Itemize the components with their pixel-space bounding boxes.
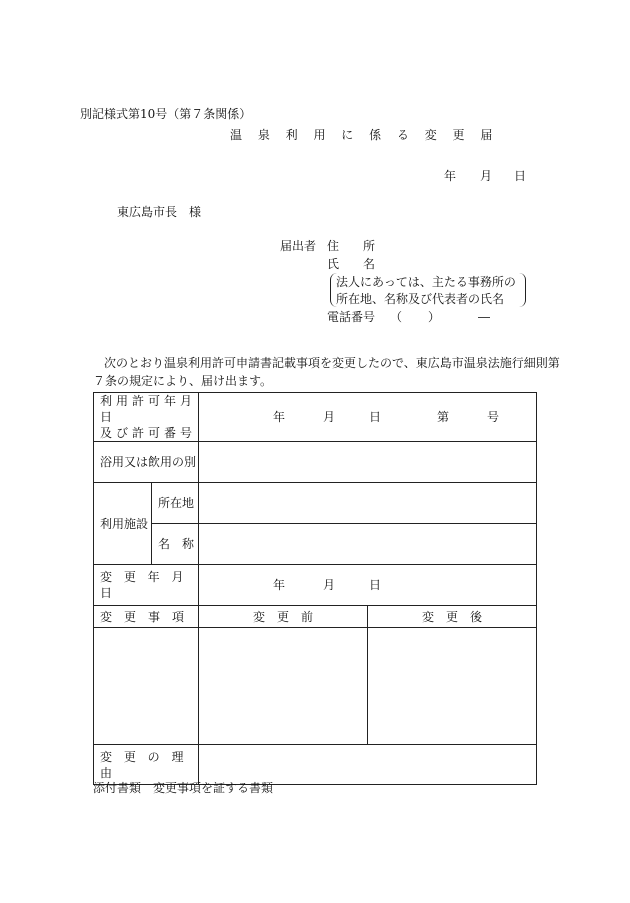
date-year: 年 bbox=[444, 169, 457, 183]
table-row bbox=[94, 393, 537, 442]
addressee: 東広島市長 様 bbox=[117, 205, 202, 219]
permit-no-prefix: 第 bbox=[437, 410, 450, 424]
permit-label-cell bbox=[94, 393, 199, 442]
table-row bbox=[94, 745, 537, 785]
change-item-label: 変 更 事 項 bbox=[94, 606, 199, 628]
permit-month: 月 bbox=[323, 410, 336, 424]
page-title: 温 泉 利 用 に 係 る 変 更 届 bbox=[230, 128, 499, 142]
corporate-note-line1: 法人にあっては、主たる事務所の bbox=[336, 275, 516, 289]
attachment-note: 添付書類 変更事項を証する書類 bbox=[93, 781, 274, 795]
permit-label-line1: 利用許可年月日 bbox=[100, 394, 197, 424]
phone-label: 電話番号 bbox=[327, 310, 376, 324]
change-date-label: 変 更 年 月 日 bbox=[94, 565, 199, 606]
applicant-label: 届出者 bbox=[280, 239, 317, 253]
form-number: 別記様式第10号（第７条関係） bbox=[80, 107, 252, 121]
body-text-line2: ７条の規定により、届け出ます。 bbox=[93, 374, 273, 388]
phone-dash: ― bbox=[478, 310, 490, 324]
phone-paren-open: （ bbox=[390, 310, 403, 324]
reason-label: 変 更 の 理 由 bbox=[94, 745, 199, 785]
table-row bbox=[94, 565, 537, 606]
permit-value-cell[interactable] bbox=[199, 393, 537, 442]
table-row bbox=[94, 442, 537, 483]
name-label: 氏 名 bbox=[327, 257, 376, 271]
change-form-table bbox=[93, 392, 537, 785]
change-item-cell[interactable] bbox=[94, 628, 199, 745]
permit-label-line2: 及び許可番号 bbox=[100, 426, 197, 440]
date-day: 日 bbox=[514, 169, 527, 183]
before-cell[interactable] bbox=[199, 628, 368, 745]
phone-paren-close: ） bbox=[428, 310, 441, 324]
permit-day: 日 bbox=[369, 410, 382, 424]
table-row bbox=[94, 606, 537, 628]
facility-name-cell[interactable] bbox=[199, 524, 537, 565]
bath-label: 浴用又は飲用の別 bbox=[94, 442, 199, 483]
permit-no-suffix: 号 bbox=[487, 410, 500, 424]
table-row bbox=[94, 524, 537, 565]
corporate-note-line2: 所在地、名称及び代表者の氏名 bbox=[336, 292, 505, 306]
date-month: 月 bbox=[480, 169, 493, 183]
change-year: 年 bbox=[273, 578, 286, 592]
reason-cell[interactable] bbox=[199, 745, 537, 785]
facility-location-label: 所在地 bbox=[152, 483, 199, 524]
facility-location-cell[interactable] bbox=[199, 483, 537, 524]
after-label: 変 更 後 bbox=[368, 606, 537, 628]
body-text-line1: 次のとおり温泉利用許可申請書記載事項を変更したので、東広島市温泉法施行細則第 bbox=[104, 356, 560, 370]
change-day: 日 bbox=[369, 578, 382, 592]
table-row bbox=[94, 483, 537, 524]
facility-label: 利用施設 bbox=[94, 483, 152, 565]
before-label: 変 更 前 bbox=[199, 606, 368, 628]
table-row bbox=[94, 628, 537, 745]
bath-value-cell[interactable] bbox=[199, 442, 537, 483]
change-month: 月 bbox=[323, 578, 336, 592]
facility-name-label: 名 称 bbox=[152, 524, 199, 565]
address-label: 住 所 bbox=[327, 239, 376, 253]
permit-year: 年 bbox=[273, 410, 286, 424]
change-date-cell[interactable] bbox=[199, 565, 537, 606]
after-cell[interactable] bbox=[368, 628, 537, 745]
